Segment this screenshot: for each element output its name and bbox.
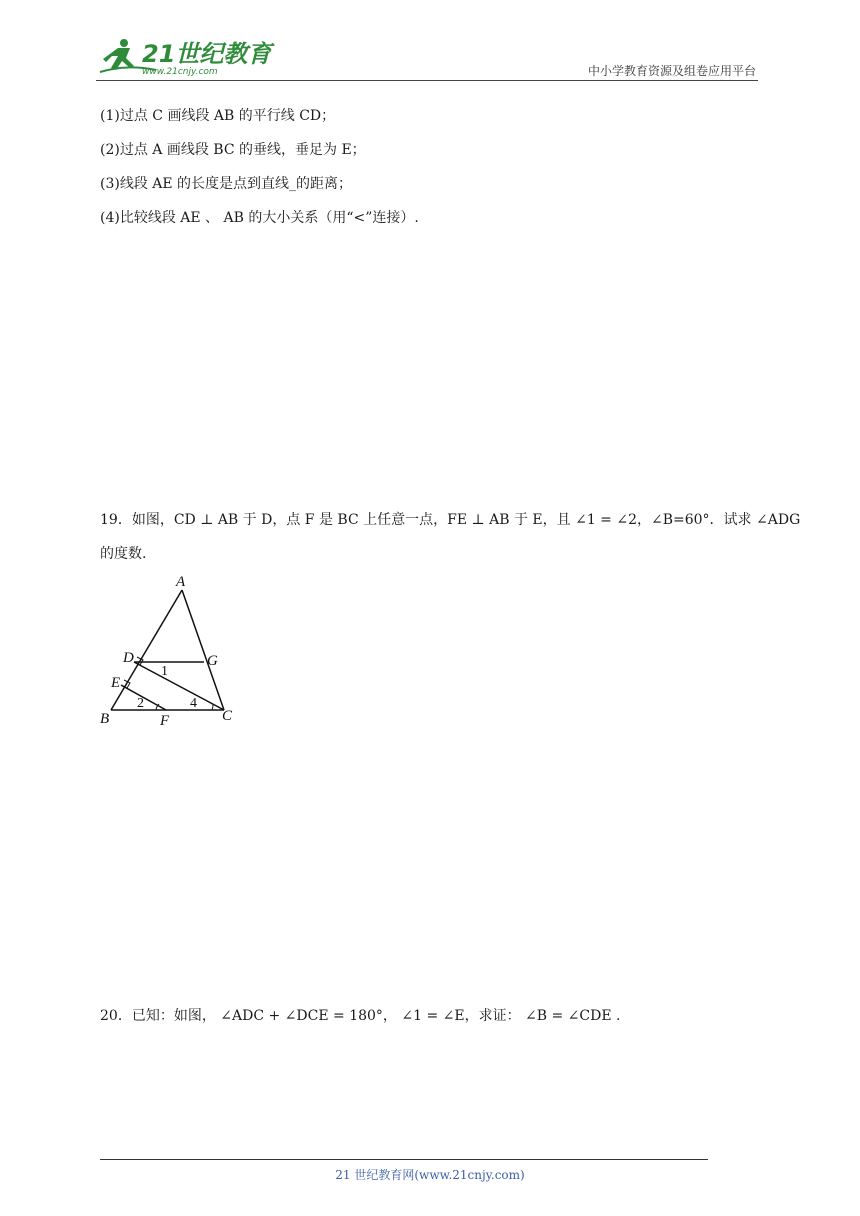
logo-sub-text: www.21cnjy.com	[142, 67, 218, 77]
q19-text-line-1: 19．如图，CD ⊥ AB 于 D，点 F 是 BC 上任意一点，FE ⊥ AB 于 E，且 ∠1 = ∠2，∠B=60°．试求 ∠ADG	[100, 512, 801, 528]
angle-label-1: 1	[161, 664, 168, 679]
segment-ac	[182, 590, 224, 710]
segment-ab	[111, 590, 182, 710]
logo-main-text: 21世纪教育	[142, 40, 272, 68]
label-g: G	[207, 653, 218, 669]
q18-item-2: (2)过点 A 画线段 BC 的垂线，垂足为 E；	[100, 142, 366, 158]
label-c: C	[222, 708, 233, 724]
site-logo	[96, 34, 272, 78]
label-a: A	[176, 574, 186, 590]
q19-text-line-2: 的度数.	[100, 546, 147, 562]
label-f: F	[160, 713, 170, 729]
angle-4-mark	[212, 704, 213, 710]
q18-item-3: (3)线段 AE 的长度是点到直线_的距离；	[100, 176, 353, 192]
angle-label-4: 4	[190, 696, 197, 711]
label-e: E	[111, 675, 121, 691]
header-platform-name: 中小学教育资源及组卷应用平台	[587, 64, 756, 78]
q18-item-1: (1)过点 C 画线段 AB 的平行线 CD；	[100, 108, 336, 124]
header-divider	[96, 80, 758, 81]
label-d: D	[123, 650, 134, 666]
angle-label-2: 2	[137, 696, 144, 711]
label-b: B	[100, 711, 110, 727]
q18-item-4: (4)比较线段 AE 、 AB 的大小关系（用“<”连接）.	[100, 210, 419, 226]
triangle-figure	[96, 570, 246, 730]
footer-divider	[100, 1159, 708, 1160]
q20-text: 20．已知：如图， ∠ADC + ∠DCE = 180°， ∠1 = ∠E，求证： ∠B = ∠CDE .	[100, 1008, 621, 1024]
footer-site-link[interactable]: 21 世纪教育网(www.21cnjy.com)	[335, 1168, 525, 1182]
